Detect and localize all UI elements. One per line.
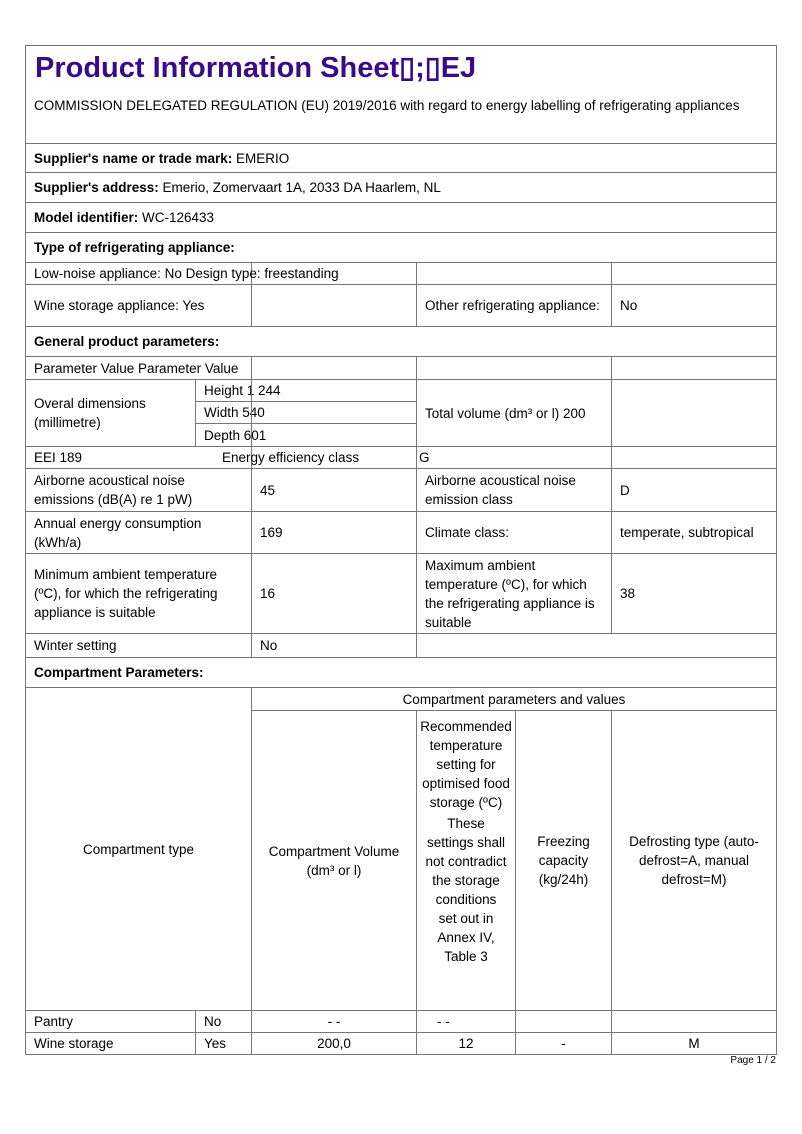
dimensions-label: Overal dimensions (millimetre)	[25, 379, 196, 447]
wine-storage-cell: Wine storage appliance: Yes	[25, 284, 252, 327]
compartment-freezing	[515, 1010, 612, 1033]
empty-cell	[251, 356, 417, 380]
compartment-type: Wine storage	[25, 1032, 196, 1055]
empty-cell	[611, 262, 777, 285]
empty-cell	[611, 356, 777, 380]
volume-header: Compartment Volume (dm³ or l)	[251, 710, 417, 1011]
type-heading	[25, 232, 777, 263]
annual-energy-value: 169	[251, 511, 417, 554]
eei-value: EEI 189	[25, 446, 252, 469]
climate-class-label: Climate class:	[416, 511, 612, 554]
supplier-label: Supplier's name or trade mark:	[34, 150, 233, 166]
compartment-freezing: -	[515, 1032, 612, 1055]
noise-class-value: D	[611, 468, 777, 512]
compartment-volume: - -	[251, 1010, 417, 1033]
winter-value: No	[251, 633, 417, 658]
empty-cell	[251, 401, 417, 424]
supplier-row	[25, 143, 777, 173]
empty-cell	[416, 633, 777, 658]
noise-class-label: Airborne acoustical noise emission class	[416, 468, 612, 512]
compartment-present: No	[195, 1010, 252, 1033]
defrost-header: Defrosting type (auto-defrost=A, manual defrost=M)	[611, 710, 777, 1011]
empty-cell	[251, 423, 417, 447]
total-volume: Total volume (dm³ or l) 200	[416, 379, 612, 447]
supplier-value: EMERIO	[232, 150, 290, 166]
other-appliance-label: Other refrigerating appliance:	[416, 284, 612, 327]
page-title: Product Information Sheet▯;▯EJ	[35, 52, 477, 84]
depth-value: Depth 601	[195, 423, 252, 447]
compartment-heading	[25, 657, 777, 688]
model-label: Model identifier:	[34, 210, 139, 225]
general-heading-text: General product parameters:	[34, 334, 220, 349]
min-temp-value: 16	[251, 553, 417, 634]
climate-class-value: temperate, subtropical	[611, 511, 777, 554]
regulation-text: COMMISSION DELEGATED REGULATION (EU) 2019/2016 with regard to energy labelling of refrigerating appliances	[34, 98, 740, 113]
compartment-volume: 200,0	[251, 1032, 417, 1055]
type-heading-text: Type of refrigerating appliance:	[34, 240, 235, 255]
temperature-note: These settings shall not contradict the storage conditions set out in Annex IV, Table 3	[425, 816, 507, 964]
empty-cell	[611, 446, 777, 469]
param-header: Parameter Value Parameter Value	[25, 356, 252, 380]
winter-label: Winter setting	[25, 633, 252, 658]
other-appliance-value: No	[611, 284, 777, 327]
temperature-header-text: Recommended temperature setting for optimised food storage (ºC)	[420, 719, 512, 810]
general-heading	[25, 326, 777, 357]
address-label: Supplier's address:	[34, 180, 159, 195]
address-value: Emerio, Zomervaart 1A, 2033 DA Haarlem, NL	[158, 180, 441, 195]
height-value: Height 1 244	[195, 379, 252, 402]
compartment-temp: 12	[416, 1032, 516, 1055]
compartment-type: Pantry	[25, 1010, 196, 1033]
low-noise-cell	[25, 262, 339, 285]
model-row	[25, 202, 777, 233]
energy-class-label: Energy efficiency class	[222, 450, 360, 465]
compartment-params-header: Compartment parameters and values	[251, 687, 777, 711]
max-temp-label: Maximum ambient temperature (ºC), for which the refrigerating appliance is suitable	[416, 553, 612, 634]
compartment-type-header: Compartment type	[25, 687, 252, 1011]
empty-cell	[416, 262, 612, 285]
annual-energy-label: Annual energy consumption (kWh/a)	[25, 511, 252, 554]
noise-label: Airborne acoustical noise emissions (dB(A) re 1 pW)	[25, 468, 252, 512]
model-value: WC-126433	[138, 210, 215, 225]
empty-cell	[611, 379, 777, 447]
compartment-heading-text: Compartment Parameters:	[34, 665, 204, 680]
temperature-header	[416, 710, 516, 1011]
freezing-header: Freezing capacity (kg/24h)	[515, 710, 612, 1011]
max-temp-value: 38	[611, 553, 777, 634]
min-temp-label: Minimum ambient temperature (ºC), for which the refrigerating appliance is suitable	[25, 553, 252, 634]
energy-class-value: G	[416, 446, 612, 469]
compartment-temp: - -	[416, 1010, 516, 1033]
low-noise-text: Low-noise appliance: No Design type: freestanding	[34, 266, 339, 281]
compartment-defrost: M	[611, 1032, 777, 1055]
empty-cell	[416, 356, 612, 380]
noise-value: 45	[251, 468, 417, 512]
compartment-present: Yes	[195, 1032, 252, 1055]
page-number: Page 1 / 2	[730, 1055, 776, 1066]
empty-cell	[251, 379, 417, 402]
compartment-defrost	[611, 1010, 777, 1033]
empty-cell	[251, 284, 417, 327]
width-value: Width 540	[195, 401, 252, 424]
address-row	[25, 172, 777, 203]
